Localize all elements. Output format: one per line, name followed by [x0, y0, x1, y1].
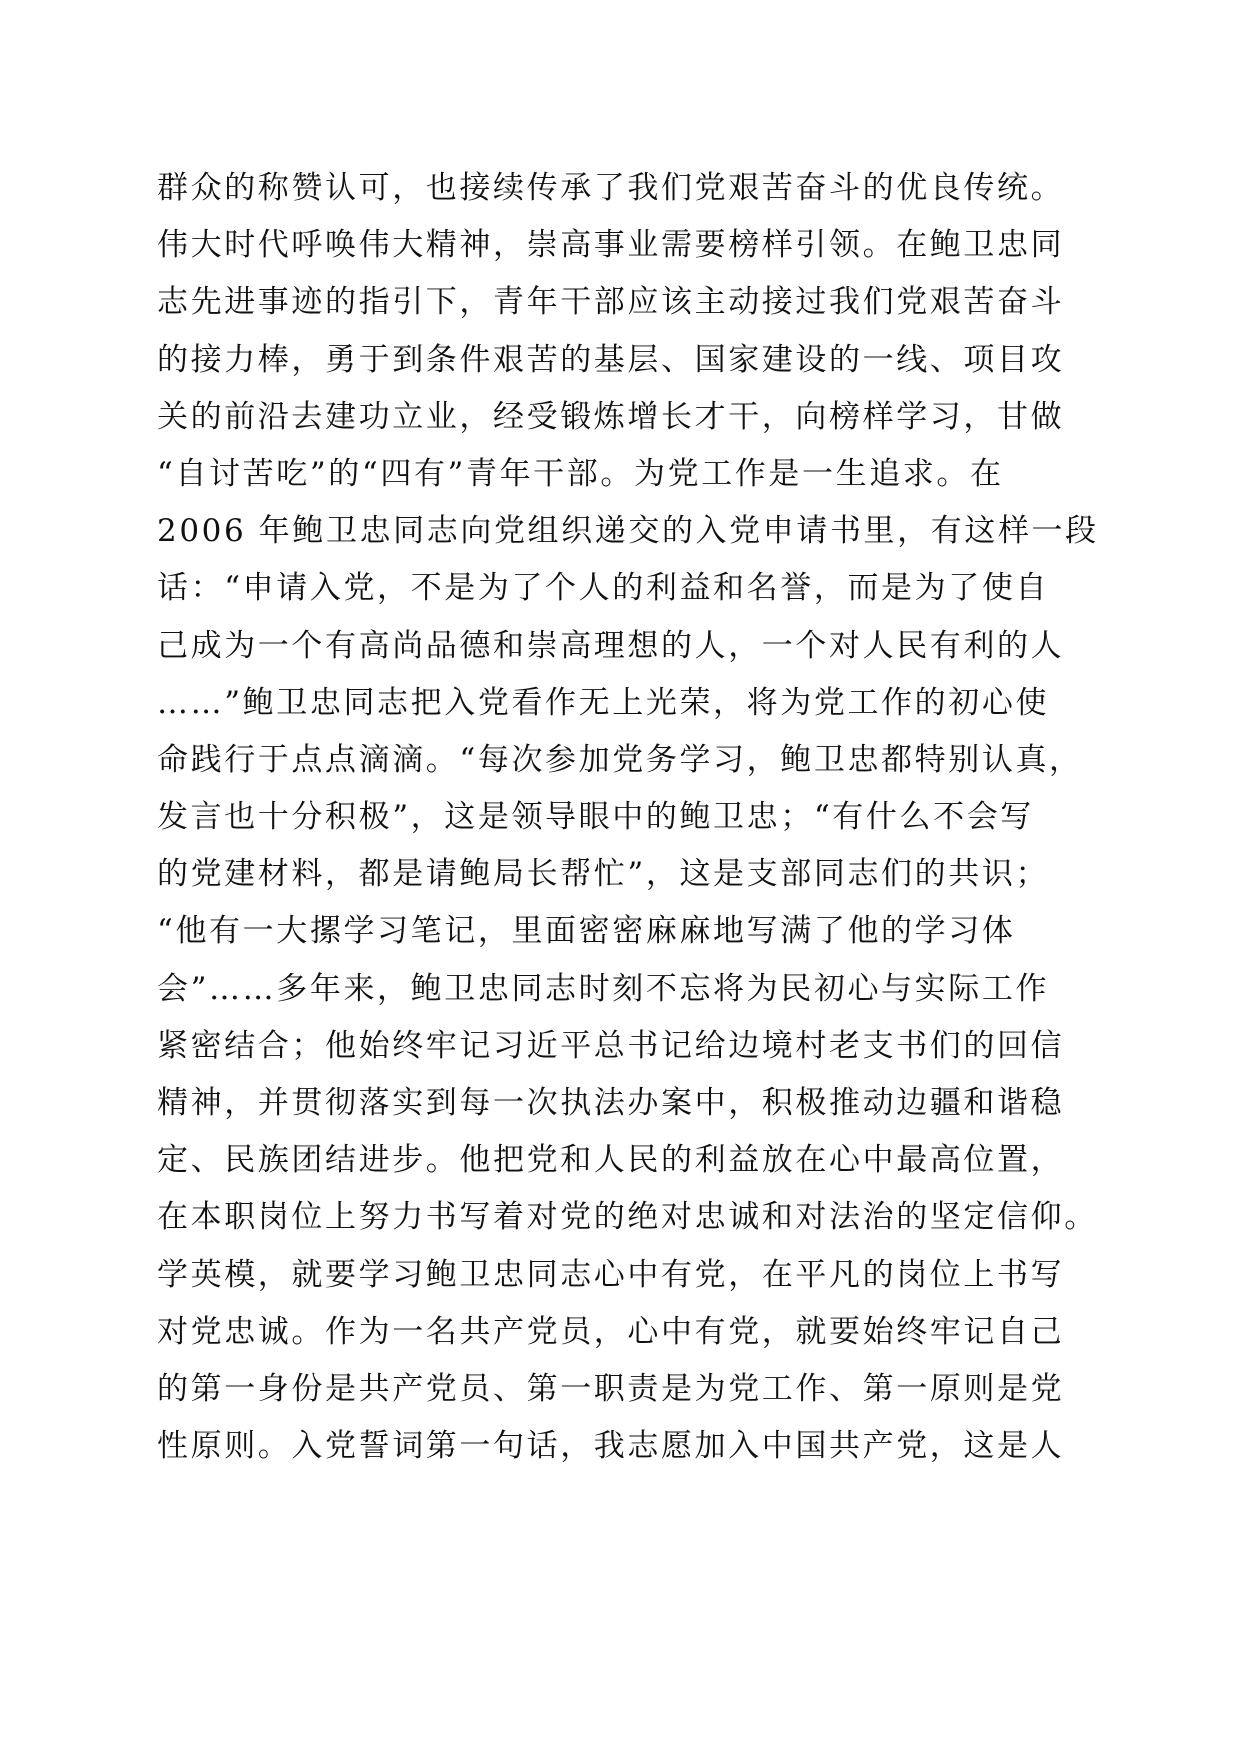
- text-line: 定、民族团结进步。他把党和人民的利益放在心中最高位置，: [157, 1142, 1065, 1179]
- text-line: ……”鲍卫忠同志把入党看作无上光荣，将为党工作的初心使: [157, 684, 1050, 721]
- text-line: 话：“申请入党，不是为了个人的利益和名誉，而是为了使自: [157, 570, 1050, 607]
- text-line: 己成为一个有高尚品德和崇高理想的人，一个对人民有利的人: [157, 627, 1065, 664]
- text-line: 命践行于点点滴滴。“每次参加党务学习，鲍卫忠都特别认真，: [157, 741, 1083, 778]
- text-line: 关的前沿去建功立业，经受锻炼增长才干，向榜样学习，甘做: [157, 398, 1065, 435]
- text-line: 发言也十分积极”，这是领导眼中的鲍卫忠；“有什么不会写: [157, 799, 1034, 836]
- text-line: 的第一身份是共产党员、第一职责是为党工作、第一原则是党: [157, 1370, 1065, 1407]
- text-line: 的党建材料，都是请鲍局长帮忙”，这是支部同志们的共识；: [157, 856, 1050, 893]
- text-line: 伟大时代呼唤伟大精神，崇高事业需要榜样引领。在鲍卫忠同: [157, 227, 1065, 264]
- text-line: 的接力棒，勇于到条件艰苦的基层、国家建设的一线、项目攻: [157, 341, 1065, 378]
- text-line: 2006 年鲍卫忠同志向党组织递交的入党申请书里，有这样一段: [157, 513, 1099, 550]
- text-line: 志先进事迹的指引下，青年干部应该主动接过我们党艰苦奋斗: [157, 284, 1065, 321]
- text-line: 群众的称赞认可，也接续传承了我们党艰苦奋斗的优良传统。: [157, 170, 1065, 206]
- body-text: [157, 160, 1099, 1475]
- text-line: 性原则。入党誓词第一句话，我志愿加入中国共产党，这是人: [157, 1428, 1065, 1465]
- text-line: 会”……多年来，鲍卫忠同志时刻不忘将为民初心与实际工作: [157, 970, 1050, 1007]
- text-line: 学英模，就要学习鲍卫忠同志心中有党，在平凡的岗位上书写: [157, 1256, 1065, 1293]
- text-line: “自讨苦吃”的“四有”青年干部。为党工作是一生追求。在: [157, 455, 1004, 492]
- text-line: 在本职岗位上努力书写着对党的绝对忠诚和对法治的坚定信仰。: [157, 1199, 1098, 1236]
- text-line: “他有一大摞学习笔记，里面密密麻麻地写满了他的学习体: [157, 913, 1016, 950]
- text-line: 紧密结合；他始终牢记习近平总书记给边境村老支书们的回信: [157, 1027, 1065, 1064]
- text-line: 精神，并贯彻落实到每一次执法办案中，积极推动边疆和谐稳: [157, 1085, 1065, 1121]
- text-line: 对党忠诚。作为一名共产党员，心中有党，就要始终牢记自己: [157, 1313, 1065, 1350]
